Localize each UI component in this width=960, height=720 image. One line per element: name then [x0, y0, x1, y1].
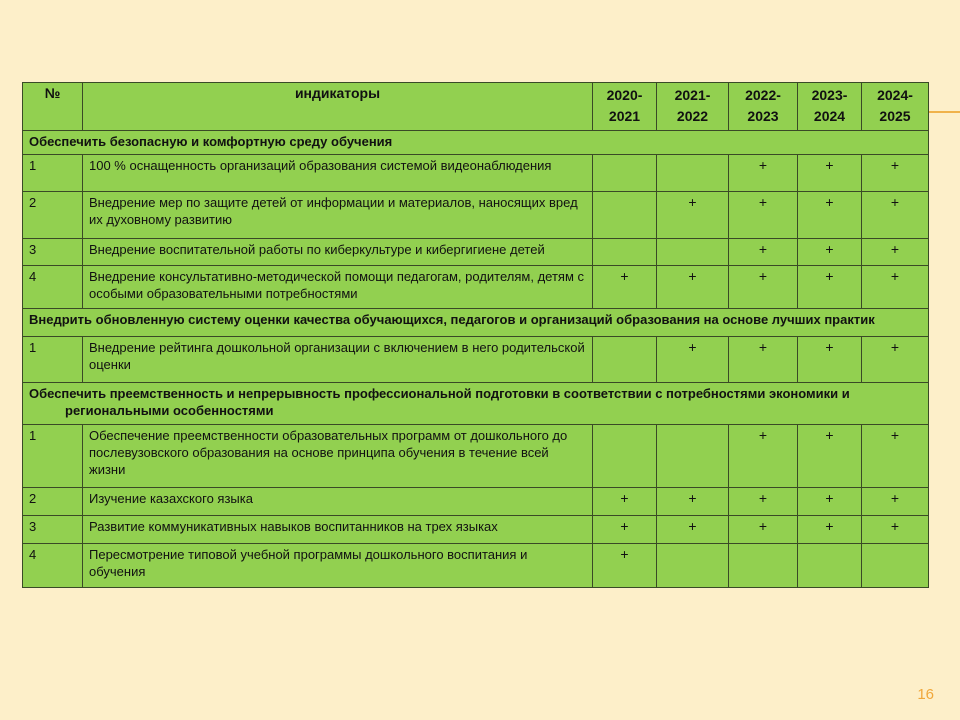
year-mark-4: +: [798, 516, 862, 544]
header-indicators: индикаторы: [83, 83, 593, 131]
year-mark-1: +: [593, 544, 657, 588]
table-row: [23, 266, 929, 309]
year-mark-3: +: [729, 192, 798, 239]
row-number: 3: [23, 239, 83, 266]
header-year-5: 2024-2025: [862, 83, 929, 131]
row-number: 1: [23, 337, 83, 383]
year-mark-1: [593, 425, 657, 488]
year-mark-1: +: [593, 266, 657, 309]
year-mark-3: +: [729, 239, 798, 266]
year-mark-5: +: [862, 516, 929, 544]
indicator-text: Изучение казахского языка: [83, 488, 593, 516]
decorative-line: [928, 111, 960, 113]
table-row: [23, 192, 929, 239]
indicator-text: Пересмотрение типовой учебной программы дошкольного воспитания и обучения: [83, 544, 593, 588]
row-number: 2: [23, 192, 83, 239]
row-number: 2: [23, 488, 83, 516]
year-mark-3: +: [729, 266, 798, 309]
year-mark-5: +: [862, 192, 929, 239]
year-mark-4: +: [798, 192, 862, 239]
indicator-text: Внедрение консультативно-методической помощи педагогам, родителям, детям с особыми образовательными потребностями: [83, 266, 593, 309]
year-mark-4: +: [798, 488, 862, 516]
year-mark-2: [657, 239, 729, 266]
year-mark-1: +: [593, 516, 657, 544]
year-mark-3: +: [729, 425, 798, 488]
year-mark-2: +: [657, 488, 729, 516]
table-body: [23, 131, 929, 588]
table-row: [23, 425, 929, 488]
section-row: [23, 309, 929, 337]
table-row: [23, 155, 929, 192]
year-mark-4: [798, 544, 862, 588]
header-year-1: 2020-2021: [593, 83, 657, 131]
indicator-text: Внедрение мер по защите детей от информации и материалов, наносящих вред их духовному развитию: [83, 192, 593, 239]
section-title-text-line2: региональными особенностями: [65, 403, 274, 418]
header-num: №: [23, 83, 83, 131]
section-title: [23, 309, 929, 337]
indicator-text: 100 % оснащенность организаций образования системой видеонаблюдения: [83, 155, 593, 192]
year-mark-3: +: [729, 155, 798, 192]
year-mark-4: +: [798, 337, 862, 383]
year-mark-2: [657, 544, 729, 588]
row-number: 1: [23, 155, 83, 192]
year-mark-1: [593, 192, 657, 239]
table-header-row: [23, 83, 929, 131]
year-mark-2: [657, 155, 729, 192]
year-mark-1: [593, 337, 657, 383]
section-title-text: Обеспечить преемственность и непрерывность профессиональной подготовки в соответствии с потребностями экономики и: [29, 386, 850, 401]
indicator-text: Внедрение рейтинга дошкольной организации с включением в него родительской оценки: [83, 337, 593, 383]
row-number: 4: [23, 266, 83, 309]
indicator-text: Развитие коммуникативных навыков воспитанников на трех языках: [83, 516, 593, 544]
header-year-2: 2021-2022: [657, 83, 729, 131]
section-row: [23, 131, 929, 155]
table-row: [23, 239, 929, 266]
year-mark-3: [729, 544, 798, 588]
year-mark-5: [862, 544, 929, 588]
year-mark-2: +: [657, 192, 729, 239]
year-mark-2: +: [657, 516, 729, 544]
year-mark-5: +: [862, 488, 929, 516]
year-mark-4: +: [798, 425, 862, 488]
table-row: [23, 337, 929, 383]
header-year-4: 2023-2024: [798, 83, 862, 131]
table-row: [23, 544, 929, 588]
row-number: 1: [23, 425, 83, 488]
year-mark-3: +: [729, 516, 798, 544]
year-mark-2: +: [657, 337, 729, 383]
year-mark-4: +: [798, 239, 862, 266]
year-mark-1: +: [593, 488, 657, 516]
page-number: 16: [917, 686, 934, 703]
section-title: [23, 131, 929, 155]
year-mark-1: [593, 155, 657, 192]
section-row: [23, 383, 929, 425]
section-title-text: Внедрить обновленную систему оценки качества обучающихся, педагогов и организаций образования на основе лучших практик: [29, 312, 875, 327]
indicator-text: Внедрение воспитательной работы по киберкультуре и кибергигиене детей: [83, 239, 593, 266]
table-row: [23, 516, 929, 544]
year-mark-3: +: [729, 337, 798, 383]
row-number: 3: [23, 516, 83, 544]
year-mark-2: +: [657, 266, 729, 309]
year-mark-5: +: [862, 155, 929, 192]
year-mark-5: +: [862, 337, 929, 383]
year-mark-5: +: [862, 266, 929, 309]
row-number: 4: [23, 544, 83, 588]
indicator-text: Обеспечение преемственности образовательных программ от дошкольного до послевузовского образования на основе принципа обучения в течение всей жизни: [83, 425, 593, 488]
year-mark-4: +: [798, 155, 862, 192]
year-mark-1: [593, 239, 657, 266]
year-mark-5: +: [862, 239, 929, 266]
section-title-text: Обеспечить безопасную и комфортную среду обучения: [29, 134, 393, 149]
indicators-table: [22, 82, 929, 588]
year-mark-5: +: [862, 425, 929, 488]
table-row: [23, 488, 929, 516]
year-mark-3: +: [729, 488, 798, 516]
year-mark-2: [657, 425, 729, 488]
year-mark-4: +: [798, 266, 862, 309]
header-year-3: 2022-2023: [729, 83, 798, 131]
section-title: [23, 383, 929, 425]
